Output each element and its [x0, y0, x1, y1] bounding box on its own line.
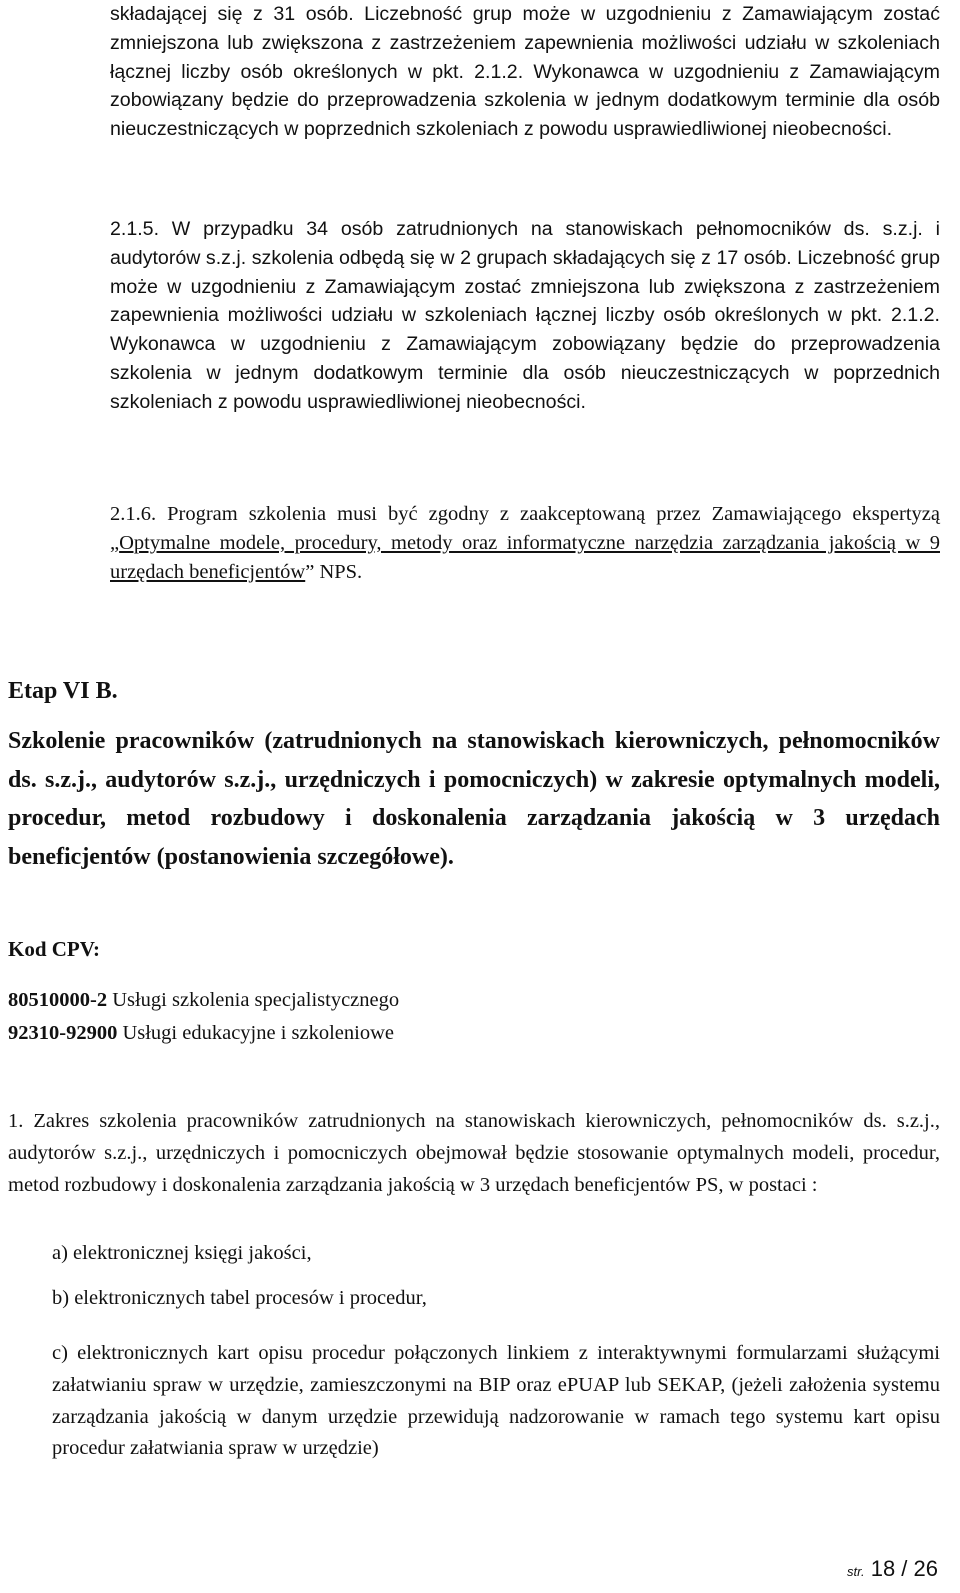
page-number: 18 / 26: [870, 1556, 938, 1581]
cpv-label: Kod CPV:: [8, 937, 100, 961]
scope-item-b: b) elektronicznych tabel procesów i procedur,: [52, 1287, 427, 1309]
cpv-code: 92310-92900: [8, 1022, 118, 1044]
paragraph-2-1-6-lead: 2.1.6. Program szkolenia musi być zgodny z zaakceptowaną przez Zamawiającego ekspertyzą „: [110, 503, 940, 554]
scope-intro: 1. Zakres szkolenia pracowników zatrudnionych na stanowiskach kierowniczych, pełnomocników ds. s.z.j., audytorów s.z.j., urzędniczych i pomocniczych obejmował będzie stosowanie optymalnych modeli, procedur, metod rozbudowy i doskonalenia zarządzania jakością w 3 urzędach beneficjentów PS, w postaci :: [8, 1110, 940, 1197]
cpv-code-row: [8, 986, 940, 1015]
cpv-description: Usługi edukacyjne i szkoleniowe: [117, 1022, 395, 1044]
stage-subtitle: Szkolenie pracowników (zatrudnionych na stanowiskach kierowniczych, pełnomocników ds. s.z.j., audytorów s.z.j., urzędniczych i pomocniczych) w zakresie optymalnych modeli, procedur, metod rozbudowy i doskonalenia zarządzania jakością w 3 urzędach beneficjentów (postanowienia szczegółowe).: [8, 728, 940, 870]
scope-item-c: c) elektronicznych kart opisu procedur połączonych linkiem z interaktywnymi formularzami służącymi załatwianiu spraw w urzędzie, zamieszczonymi na BIP oraz ePUAP lub SEKAP, (jeżeli założenia systemu zarządzania jakością w danym urzędzie przewidują nadzorowanie w ramach tego systemu kart opisu procedur załatwiania spraw w urzędzie): [52, 1342, 940, 1460]
cpv-code: 80510000-2: [8, 989, 108, 1011]
page-prefix: str.: [847, 1564, 865, 1579]
paragraph-continuation: składającej się z 31 osób. Liczebność grup może w uzgodnieniu z Zamawiającym zostać zmniejszona lub zwiększona z zastrzeżeniem zapewnienia możliwości udziału w szkoleniach łącznej liczby osób określonych w pkt. 2.1.2. Wykonawca w uzgodnieniu z Zamawiającym zobowiązany będzie do przeprowadzenia szkolenia w jednym dodatkowym terminie dla osób nieuczestniczących w poprzednich szkoleniach z powodu usprawiedliwionej nieobecności.: [110, 3, 940, 141]
scope-item-a: a) elektronicznej księgi jakości,: [52, 1242, 312, 1264]
cpv-description: Usługi szkolenia specjalistycznego: [107, 989, 400, 1011]
stage-title: Etap VI B.: [8, 678, 118, 704]
paragraph-2-1-6-tail: ” NPS.: [305, 560, 363, 583]
cpv-code-row: [8, 1019, 940, 1048]
expertise-title: Optymalne modele, procedury, metody oraz informatyczne narzędzia zarządzania jakością w 9 urzędach beneficjentów: [110, 531, 940, 583]
paragraph-2-1-6: [110, 500, 940, 586]
paragraph-2-1-5: 2.1.5. W przypadku 34 osób zatrudnionych na stanowiskach pełnomocników ds. s.z.j. i audytorów s.z.j. szkolenia odbędą się w 2 grupach składających się z 17 osób. Liczebność grup może w uzgodnieniu z Zamawiającym zostać zmniejszona lub zwiększona z zastrzeżeniem zapewnienia możliwości udziału w szkoleniach łącznej liczby osób określonych w pkt. 2.1.2. Wykonawca w uzgodnieniu z Zamawiającym zobowiązany będzie do przeprowadzenia szkolenia w jednym dodatkowym terminie dla osób nieuczestniczących w poprzednich szkoleniach z powodu usprawiedliwionej nieobecności.: [110, 218, 940, 413]
page-number-footer: [847, 1556, 938, 1582]
